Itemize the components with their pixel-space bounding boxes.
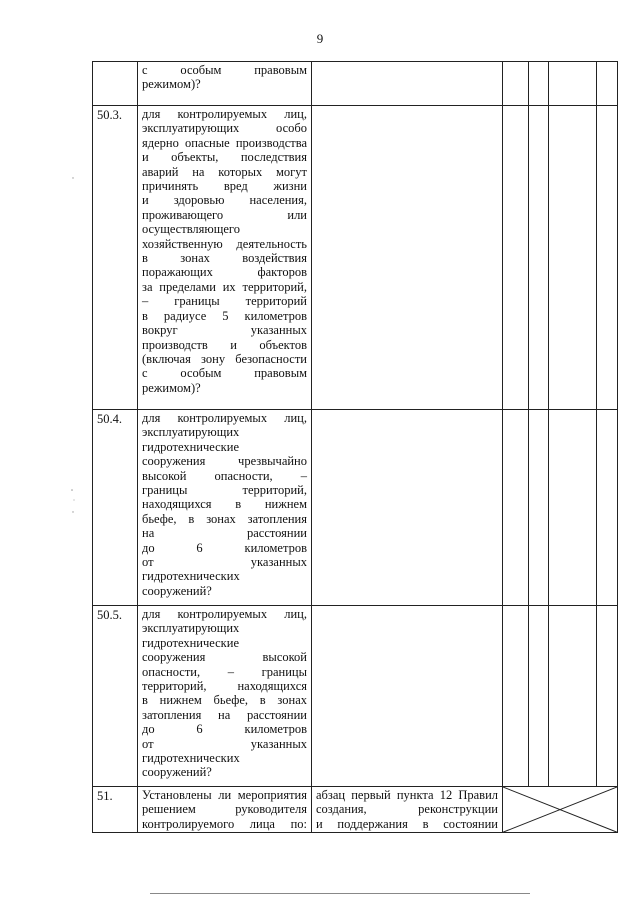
cross-out-mark — [503, 787, 617, 832]
legal-reference-cell — [312, 787, 503, 833]
question-line: ядерно опасные производства — [142, 135, 307, 150]
question-line: вокруг указанных — [142, 323, 307, 338]
table-row — [93, 787, 618, 833]
question-line: границы территорий, — [142, 483, 307, 498]
scan-margin-marks — [70, 0, 76, 906]
question-line: режимом)? — [142, 77, 201, 92]
answer-cell-4[interactable] — [597, 410, 618, 606]
question-line: территорий, находящихся — [142, 679, 307, 694]
question-line: аварий на которых могут — [142, 164, 307, 179]
answer-cell-2[interactable] — [529, 410, 549, 606]
answer-cell-4[interactable] — [597, 606, 618, 787]
item-number: 50.5. — [93, 606, 138, 787]
legal-reference-line: создания, реконструкции — [316, 802, 498, 817]
question-line: сооружения высокой — [142, 650, 307, 665]
question-line: в нижнем бьефе, в зонах — [142, 693, 307, 708]
question-line: гидротехнических — [142, 569, 240, 584]
question-line: гидротехнические — [142, 635, 239, 650]
question-line: и здоровью населения, — [142, 193, 307, 208]
answer-cell-3[interactable] — [549, 410, 597, 606]
question-line: сооружений? — [142, 765, 212, 780]
legal-reference-line: абзац первый пункта 12 Правил — [316, 788, 498, 802]
question-line: сооружений? — [142, 583, 212, 598]
answer-cell-1[interactable] — [503, 62, 529, 106]
table-row — [93, 410, 618, 606]
question-line: сооружения чрезвычайно — [142, 454, 307, 469]
legal-reference-cell — [312, 606, 503, 787]
crossed-answer-cell — [503, 787, 618, 833]
question-line: хозяйственную деятельность — [142, 236, 307, 251]
question-line: в радиусе 5 километров — [142, 308, 307, 323]
question-line: для контролируемых лиц, — [142, 107, 307, 121]
answer-cell-4[interactable] — [597, 106, 618, 410]
question-line: для контролируемых лиц, — [142, 411, 307, 425]
legal-reference-cell — [312, 62, 503, 106]
question-line: производств и объектов — [142, 337, 307, 352]
answer-cell-4[interactable] — [597, 62, 618, 106]
question-line: (включая зону безопасности — [142, 351, 307, 366]
question-line: на расстоянии — [142, 526, 307, 541]
page-number: 9 — [316, 31, 324, 46]
question-line: проживающего или — [142, 207, 307, 222]
answer-cell-1[interactable] — [503, 410, 529, 606]
question-line: опасности, – границы — [142, 664, 307, 679]
checklist-table — [92, 61, 618, 833]
table-row — [93, 606, 618, 787]
question-line: затопления на расстоянии — [142, 707, 307, 722]
question-line: эксплуатирующих — [142, 425, 240, 440]
question-line: находящихся в нижнем — [142, 497, 307, 512]
question-line: с особым правовым — [142, 366, 307, 381]
item-number: 50.4. — [93, 410, 138, 606]
question-line: контролируемого лица по: — [142, 816, 307, 831]
answer-cell-2[interactable] — [529, 62, 549, 106]
table-row — [93, 106, 618, 410]
question-line: до 6 километров — [142, 722, 307, 737]
question-line: до 6 километров — [142, 540, 307, 555]
question-line: гидротехнических — [142, 751, 240, 766]
table-row — [93, 62, 618, 106]
question-line: в зонах воздействия — [142, 251, 307, 266]
question-line: – границы территорий — [142, 294, 307, 309]
item-number — [93, 62, 138, 106]
question-cell — [138, 106, 312, 410]
answer-cell-1[interactable] — [503, 106, 529, 410]
question-line: поражающих факторов — [142, 265, 307, 280]
question-cell — [138, 62, 312, 106]
legal-reference-line: и поддержания в состоянии — [316, 816, 498, 831]
question-line: причинять вред жизни — [142, 179, 307, 194]
answer-cell-2[interactable] — [529, 106, 549, 410]
question-line: для контролируемых лиц, — [142, 607, 307, 621]
question-cell — [138, 606, 312, 787]
scan-bottom-line — [150, 893, 530, 894]
answer-cell-3[interactable] — [549, 606, 597, 787]
item-number: 51. — [93, 787, 138, 833]
answer-cell-2[interactable] — [529, 606, 549, 787]
question-line: осуществляющего — [142, 222, 240, 237]
question-cell — [138, 410, 312, 606]
legal-reference-cell — [312, 410, 503, 606]
question-line: высокой опасности, – — [142, 468, 307, 483]
question-cell — [138, 787, 312, 833]
question-line: с особым правовым — [142, 63, 307, 77]
answer-cell-3[interactable] — [549, 106, 597, 410]
question-line: решением руководителя — [142, 802, 307, 817]
question-line: режимом)? — [142, 380, 201, 395]
legal-reference-cell — [312, 106, 503, 410]
question-line: за пределами их территорий, — [142, 279, 307, 294]
question-line: гидротехнические — [142, 439, 239, 454]
question-line: бьефе, в зонах затопления — [142, 511, 307, 526]
question-line: Установлены ли мероприятия — [142, 788, 307, 802]
answer-cell-1[interactable] — [503, 606, 529, 787]
question-line: эксплуатирующих — [142, 621, 240, 636]
question-line: от указанных — [142, 555, 307, 570]
item-number: 50.3. — [93, 106, 138, 410]
question-line: эксплуатирующих особо — [142, 121, 307, 136]
question-line: от указанных — [142, 736, 307, 751]
question-line: и объекты, последствия — [142, 150, 307, 165]
answer-cell-3[interactable] — [549, 62, 597, 106]
